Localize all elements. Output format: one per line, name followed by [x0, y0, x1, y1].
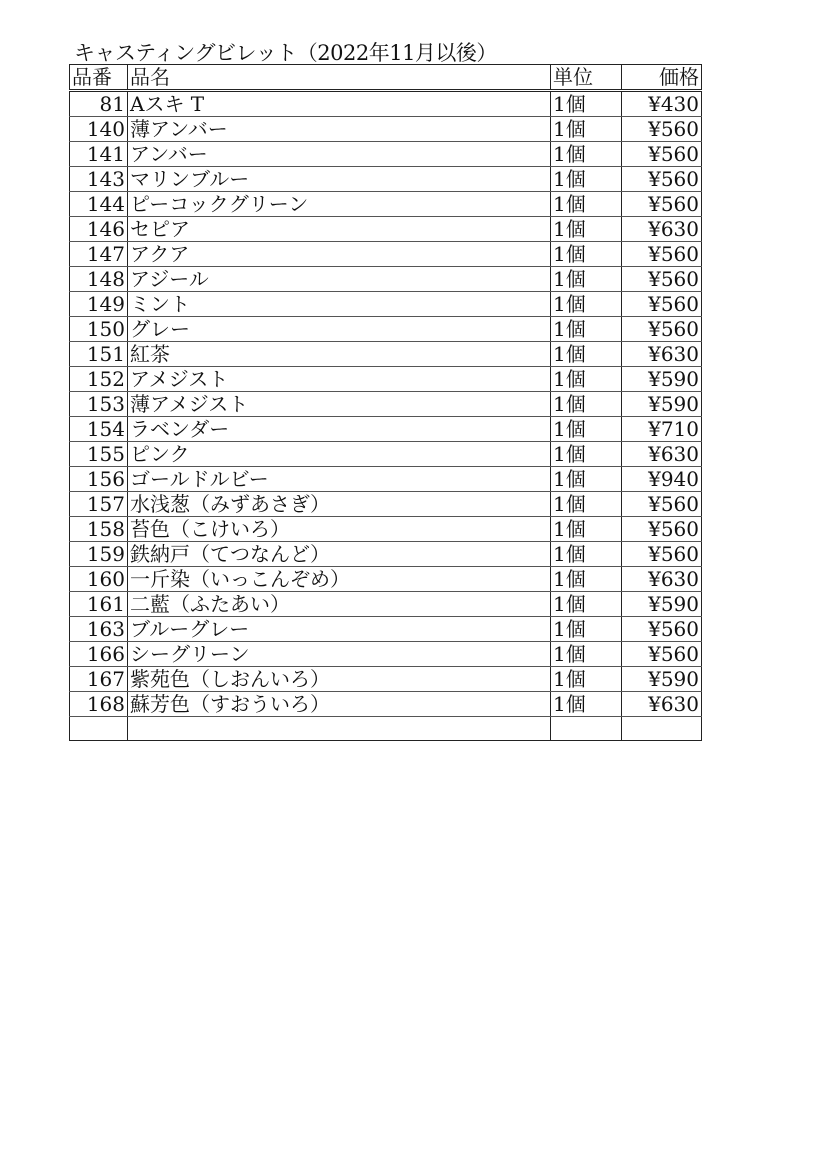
item-price: ¥940: [622, 467, 702, 492]
item-price: ¥560: [622, 642, 702, 667]
item-name: アクア: [128, 242, 551, 267]
item-unit: 1個: [551, 192, 622, 217]
item-number: [70, 717, 128, 741]
table-row: [70, 642, 702, 667]
table-row: [70, 417, 702, 442]
item-price: ¥560: [622, 492, 702, 517]
item-name: 薄アンバー: [128, 117, 551, 142]
item-number: 158: [70, 517, 128, 542]
item-number: 143: [70, 167, 128, 192]
header-row: [70, 65, 702, 91]
item-price: ¥630: [622, 442, 702, 467]
item-name: マリンブルー: [128, 167, 551, 192]
item-number: 168: [70, 692, 128, 717]
item-unit: 1個: [551, 367, 622, 392]
item-price: ¥560: [622, 167, 702, 192]
item-number: 156: [70, 467, 128, 492]
table-body: [70, 91, 702, 741]
item-name: アンバー: [128, 142, 551, 167]
header-price: 価格: [622, 65, 702, 91]
item-price: ¥630: [622, 692, 702, 717]
item-price: ¥590: [622, 367, 702, 392]
table-row: [70, 692, 702, 717]
table-row: [70, 217, 702, 242]
table-row: [70, 167, 702, 192]
item-unit: 1個: [551, 267, 622, 292]
table-row: [70, 392, 702, 417]
item-name: シーグリーン: [128, 642, 551, 667]
item-unit: 1個: [551, 392, 622, 417]
item-price: ¥560: [622, 267, 702, 292]
item-unit: 1個: [551, 542, 622, 567]
item-unit: 1個: [551, 217, 622, 242]
item-name: グレー: [128, 317, 551, 342]
item-price: ¥560: [622, 542, 702, 567]
item-number: 152: [70, 367, 128, 392]
item-unit: 1個: [551, 417, 622, 442]
item-unit: 1個: [551, 292, 622, 317]
item-price: ¥560: [622, 617, 702, 642]
item-price: ¥560: [622, 192, 702, 217]
item-price: ¥590: [622, 392, 702, 417]
item-name: 二藍（ふたあい）: [128, 592, 551, 617]
item-unit: 1個: [551, 242, 622, 267]
item-unit: 1個: [551, 467, 622, 492]
item-unit: 1個: [551, 91, 622, 117]
item-number: 157: [70, 492, 128, 517]
item-unit: 1個: [551, 642, 622, 667]
sheet-title: キャスティングビレット（2022年11月以後）: [74, 41, 497, 65]
item-name: 苔色（こけいろ）: [128, 517, 551, 542]
table-row: [70, 717, 702, 741]
item-price: ¥630: [622, 342, 702, 367]
item-name: 薄アメジスト: [128, 392, 551, 417]
item-number: 150: [70, 317, 128, 342]
item-price: ¥710: [622, 417, 702, 442]
item-number: 148: [70, 267, 128, 292]
item-number: 155: [70, 442, 128, 467]
item-number: 161: [70, 592, 128, 617]
item-price: [622, 717, 702, 741]
item-name: 水浅葱（みずあさぎ）: [128, 492, 551, 517]
item-unit: 1個: [551, 492, 622, 517]
item-name: 紅茶: [128, 342, 551, 367]
item-price: ¥430: [622, 91, 702, 117]
item-name: ピーコックグリーン: [128, 192, 551, 217]
table-row: [70, 592, 702, 617]
item-unit: 1個: [551, 692, 622, 717]
item-number: 141: [70, 142, 128, 167]
item-number: 153: [70, 392, 128, 417]
item-price: ¥590: [622, 667, 702, 692]
item-name: [128, 717, 551, 741]
item-number: 159: [70, 542, 128, 567]
item-unit: 1個: [551, 342, 622, 367]
item-unit: 1個: [551, 317, 622, 342]
item-number: 163: [70, 617, 128, 642]
item-unit: 1個: [551, 142, 622, 167]
item-name: 一斤染（いっこんぞめ）: [128, 567, 551, 592]
table-row: [70, 342, 702, 367]
item-unit: 1個: [551, 567, 622, 592]
item-price: ¥590: [622, 592, 702, 617]
header-num: 品番: [70, 65, 128, 91]
table-row: [70, 91, 702, 117]
item-name: Aスキ T: [128, 91, 551, 117]
item-number: 144: [70, 192, 128, 217]
price-table: [69, 64, 702, 741]
table-row: [70, 292, 702, 317]
item-number: 149: [70, 292, 128, 317]
item-name: アジール: [128, 267, 551, 292]
item-price: ¥630: [622, 217, 702, 242]
item-unit: [551, 717, 622, 741]
table-row: [70, 517, 702, 542]
item-name: ピンク: [128, 442, 551, 467]
item-name: ブルーグレー: [128, 617, 551, 642]
header-unit: 単位: [551, 65, 622, 91]
table-row: [70, 142, 702, 167]
item-price: ¥560: [622, 242, 702, 267]
item-number: 166: [70, 642, 128, 667]
header-name: 品名: [128, 65, 551, 91]
item-name: ゴールドルビー: [128, 467, 551, 492]
table-row: [70, 317, 702, 342]
item-number: 81: [70, 91, 128, 117]
item-unit: 1個: [551, 117, 622, 142]
item-number: 167: [70, 667, 128, 692]
item-price: ¥560: [622, 117, 702, 142]
table-row: [70, 542, 702, 567]
item-price: ¥560: [622, 317, 702, 342]
item-name: 蘇芳色（すおういろ）: [128, 692, 551, 717]
table-row: [70, 192, 702, 217]
table-row: [70, 367, 702, 392]
table-row: [70, 667, 702, 692]
table-row: [70, 567, 702, 592]
item-name: アメジスト: [128, 367, 551, 392]
table-row: [70, 117, 702, 142]
table-row: [70, 267, 702, 292]
item-price: ¥560: [622, 292, 702, 317]
item-number: 160: [70, 567, 128, 592]
item-unit: 1個: [551, 442, 622, 467]
item-number: 146: [70, 217, 128, 242]
item-unit: 1個: [551, 167, 622, 192]
item-number: 154: [70, 417, 128, 442]
table-row: [70, 242, 702, 267]
item-unit: 1個: [551, 617, 622, 642]
item-name: 紫苑色（しおんいろ）: [128, 667, 551, 692]
item-unit: 1個: [551, 517, 622, 542]
table-row: [70, 442, 702, 467]
item-number: 147: [70, 242, 128, 267]
item-unit: 1個: [551, 592, 622, 617]
item-name: ミント: [128, 292, 551, 317]
item-price: ¥560: [622, 517, 702, 542]
item-number: 151: [70, 342, 128, 367]
item-name: ラベンダー: [128, 417, 551, 442]
item-price: ¥630: [622, 567, 702, 592]
table-row: [70, 467, 702, 492]
item-name: セピア: [128, 217, 551, 242]
table-row: [70, 617, 702, 642]
item-number: 140: [70, 117, 128, 142]
table-row: [70, 492, 702, 517]
item-name: 鉄納戸（てつなんど）: [128, 542, 551, 567]
item-price: ¥560: [622, 142, 702, 167]
item-unit: 1個: [551, 667, 622, 692]
